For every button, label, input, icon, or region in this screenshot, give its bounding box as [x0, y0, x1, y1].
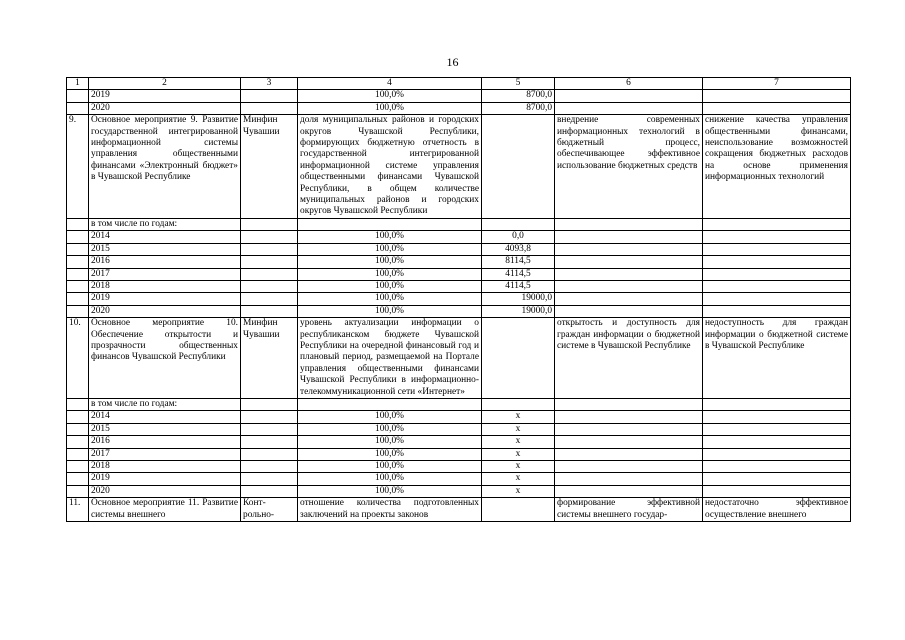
table-row: [67, 305, 851, 317]
measure-number: 9.: [67, 115, 89, 219]
amount-cell: 0,0: [482, 231, 555, 243]
table-row: [67, 423, 851, 435]
percent-cell: 100,0%: [298, 411, 482, 423]
amount-cell: х: [482, 436, 555, 448]
measure-executor: Минфин Чувашии: [241, 115, 298, 219]
measure-indicator: уровень актуализации информации о республиканском бюджете Чувашской Республики на очередной финансовый год и плановый период, размещаемой на Портале управления общественными финансами Чувашской Республики в информационно-телекоммуникационной сети «Интернет»: [298, 318, 482, 399]
percent-cell: 100,0%: [298, 102, 482, 114]
measure-risk: недоступность для граждан информации о бюджетной системе в Чувашской Республике: [703, 318, 851, 399]
amount-cell: 4114,5: [482, 268, 555, 280]
measure-row: [67, 318, 851, 399]
table-row: [67, 243, 851, 255]
year-cell: 2016: [89, 436, 241, 448]
amount-cell: 19000,0: [482, 293, 555, 305]
subheader-cell: в том числе по годам:: [89, 398, 241, 410]
amount-cell: 8700,0: [482, 90, 555, 102]
year-cell: 2015: [89, 243, 241, 255]
measure-name: Основное мероприятие 10. Обеспечение открытости и прозрачности общественных финансов Чувашской Республики: [89, 318, 241, 399]
measure-risk: снижение качества управления общественными финансами, неиспользование возможностей сокращения бюджетных расходов на основе применения информационных технологий: [703, 115, 851, 219]
table-row: [67, 473, 851, 485]
year-cell: 2019: [89, 90, 241, 102]
measure-risk: недостаточно эффективное осуществление внешнего: [703, 498, 851, 522]
header-col-1: 1: [67, 78, 89, 90]
header-col-3: 3: [241, 78, 298, 90]
table-row: [67, 485, 851, 497]
year-cell: 2018: [89, 280, 241, 292]
table-row: [67, 280, 851, 292]
table-row: [67, 448, 851, 460]
year-cell: 2014: [89, 411, 241, 423]
measure-row: [67, 115, 851, 219]
year-cell: 2018: [89, 461, 241, 473]
year-cell: 2020: [89, 485, 241, 497]
table-row: [67, 102, 851, 114]
percent-cell: 100,0%: [298, 305, 482, 317]
year-cell: 2019: [89, 293, 241, 305]
percent-cell: 100,0%: [298, 448, 482, 460]
amount-cell: 4114,5: [482, 280, 555, 292]
percent-cell: 100,0%: [298, 268, 482, 280]
measure-name: Основное мероприятие 11. Развитие системы внешнего: [89, 498, 241, 522]
percent-cell: 100,0%: [298, 473, 482, 485]
header-col-2: 2: [89, 78, 241, 90]
amount-cell: 4093,8: [482, 243, 555, 255]
measure-executor: Минфин Чувашии: [241, 318, 298, 399]
table-row: [67, 256, 851, 268]
year-cell: 2020: [89, 305, 241, 317]
measure-result: формирование эффективной системы внешнего государ-: [555, 498, 703, 522]
amount-cell: х: [482, 448, 555, 460]
subheader-row: [67, 398, 851, 410]
table-row: [67, 268, 851, 280]
measure-result: открытость и доступность для граждан информации о бюджетной системе в Чувашской Республике: [555, 318, 703, 399]
table-row: [67, 461, 851, 473]
table-row: [67, 411, 851, 423]
percent-cell: 100,0%: [298, 90, 482, 102]
amount-cell: х: [482, 485, 555, 497]
year-cell: 2016: [89, 256, 241, 268]
measure-name: Основное мероприятие 9. Развитие государственной интегрированной информационной системы управления общественными финансами «Электронный бюджет» в Чувашской Республике: [89, 115, 241, 219]
year-cell: 2015: [89, 423, 241, 435]
amount-cell: х: [482, 473, 555, 485]
measure-row: [67, 498, 851, 522]
percent-cell: 100,0%: [298, 256, 482, 268]
measure-number: 11.: [67, 498, 89, 522]
table-row: [67, 293, 851, 305]
header-col-4: 4: [298, 78, 482, 90]
percent-cell: 100,0%: [298, 243, 482, 255]
measure-indicator: доля муниципальных районов и городских округов Чувашской Республики, формирующих бюджетную отчетность в государственной интегрированной информационной системе управления общественными финансами Чувашской Республики, в общем количестве муниципальных районов и городских округов Чувашской Республики: [298, 115, 482, 219]
header-row: [67, 78, 851, 90]
amount-cell: х: [482, 461, 555, 473]
year-cell: 2014: [89, 231, 241, 243]
percent-cell: 100,0%: [298, 436, 482, 448]
measure-result: внедрение современных информационных технологий в бюджетный процесс, обеспечивающее эффективное использование бюджетных средств: [555, 115, 703, 219]
percent-cell: 100,0%: [298, 231, 482, 243]
measure-indicator: отношение количества подготовленных заключений на проекты законов: [298, 498, 482, 522]
percent-cell: 100,0%: [298, 280, 482, 292]
percent-cell: 100,0%: [298, 485, 482, 497]
percent-cell: 100,0%: [298, 423, 482, 435]
year-cell: 2020: [89, 102, 241, 114]
header-col-7: 7: [703, 78, 851, 90]
measure-executor: Конт-рольно-: [241, 498, 298, 522]
header-col-6: 6: [555, 78, 703, 90]
percent-cell: 100,0%: [298, 293, 482, 305]
amount-cell: х: [482, 423, 555, 435]
table-row: [67, 231, 851, 243]
amount-cell: 8700,0: [482, 102, 555, 114]
header-col-5: 5: [482, 78, 555, 90]
year-cell: 2017: [89, 268, 241, 280]
amount-cell: 8114,5: [482, 256, 555, 268]
year-cell: 2019: [89, 473, 241, 485]
subheader-cell: в том числе по годам:: [89, 218, 241, 230]
program-table: [66, 77, 851, 522]
measure-number: 10.: [67, 318, 89, 399]
year-cell: 2017: [89, 448, 241, 460]
amount-cell: 19000,0: [482, 305, 555, 317]
amount-cell: х: [482, 411, 555, 423]
table-row: [67, 90, 851, 102]
subheader-row: [67, 218, 851, 230]
page-number: 16: [446, 55, 459, 69]
percent-cell: 100,0%: [298, 461, 482, 473]
table-row: [67, 436, 851, 448]
